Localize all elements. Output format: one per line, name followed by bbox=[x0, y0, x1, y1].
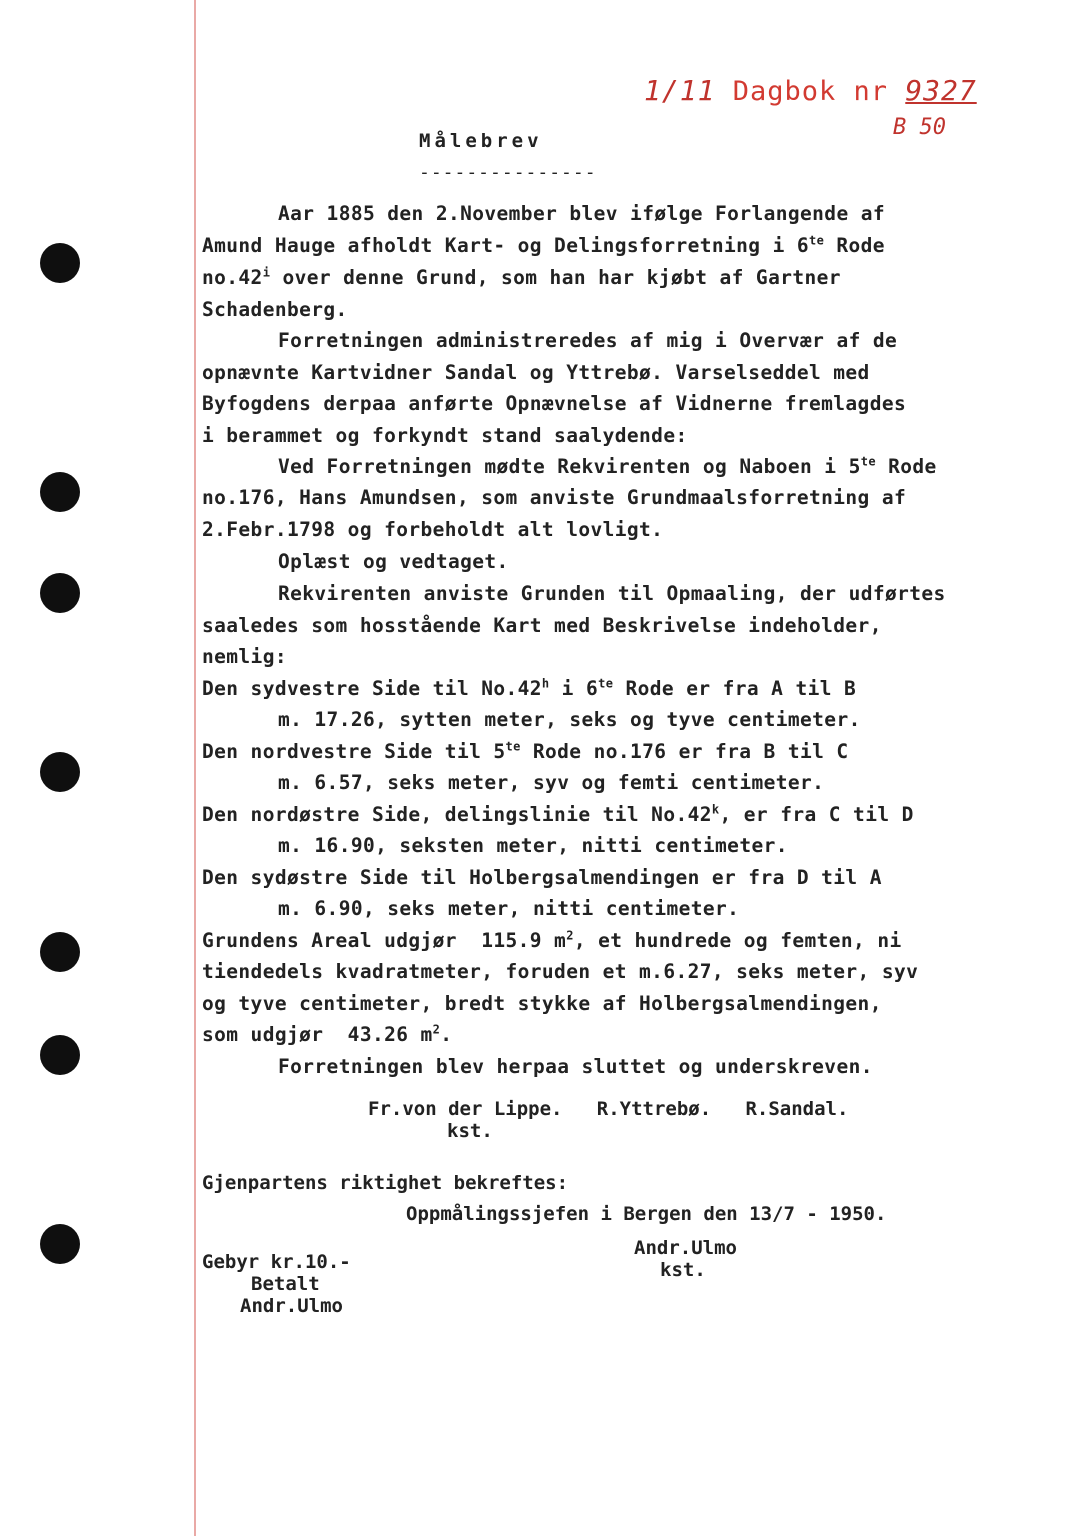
line-text: Rode er fra A til B bbox=[613, 677, 857, 700]
punch-hole bbox=[40, 932, 80, 972]
line-text: Rode bbox=[824, 234, 885, 257]
body-line bbox=[202, 740, 849, 763]
fee-paid: Betalt bbox=[251, 1273, 320, 1295]
body-line bbox=[202, 929, 902, 952]
line-text: Oplæst og vedtaget. bbox=[278, 550, 509, 573]
line-text: Den sydøstre Side til Holbergsalmendingen er fra D til A bbox=[202, 866, 882, 889]
body-line bbox=[278, 550, 509, 573]
line-text: Ved Forretningen mødte Rekvirenten og Naboen i 5 bbox=[278, 455, 861, 478]
line-text: Rode no.176 er fra B til C bbox=[520, 740, 849, 763]
line-text: Grundens Areal udgjør 115.9 m bbox=[202, 929, 567, 952]
body-line bbox=[202, 866, 882, 889]
body-line bbox=[278, 897, 739, 920]
body-line bbox=[278, 708, 861, 731]
stamp-prefix: 1/11 bbox=[644, 74, 716, 107]
line-text: i 6 bbox=[549, 677, 599, 700]
punch-hole bbox=[40, 752, 80, 792]
body-line bbox=[202, 1023, 452, 1046]
punch-hole bbox=[40, 472, 80, 512]
body-line bbox=[278, 455, 937, 478]
signature-names: Fr.von der Lippe. R.Yttrebø. R.Sandal. bbox=[368, 1098, 849, 1120]
line-text: 2.Febr.1798 og forbeholdt alt lovligt. bbox=[202, 518, 664, 541]
body-line bbox=[202, 392, 906, 415]
stamp-label: Dagbok nr bbox=[732, 76, 889, 107]
body-line bbox=[202, 645, 287, 668]
superscript: te bbox=[505, 739, 521, 754]
line-text: opnævnte Kartvidner Sandal og Yttrebø. Varselseddel med bbox=[202, 361, 870, 384]
line-text: Rode bbox=[875, 455, 937, 478]
title-underline: --------------- bbox=[419, 162, 597, 183]
journal-stamp bbox=[644, 74, 977, 107]
stamp-suffix: B 50 bbox=[893, 115, 946, 140]
body-line bbox=[278, 202, 885, 225]
line-text: tiendedels kvadratmeter, foruden et m.6.27, seks meter, syv bbox=[202, 960, 919, 983]
body-line bbox=[202, 960, 918, 983]
line-text: over denne Grund, som han har kjøbt af Gartner bbox=[270, 266, 841, 289]
punch-hole bbox=[40, 573, 80, 613]
margin-rule bbox=[194, 0, 196, 1536]
body-line bbox=[278, 329, 897, 352]
superscript: te bbox=[860, 454, 876, 469]
punch-hole bbox=[40, 1224, 80, 1264]
superscript: k bbox=[711, 802, 720, 817]
punch-hole bbox=[40, 1035, 80, 1075]
line-text: Den nordøstre Side, delingslinie til No.42 bbox=[202, 803, 712, 826]
superscript: te bbox=[809, 233, 825, 248]
body-line bbox=[202, 803, 914, 826]
body-line bbox=[202, 424, 688, 447]
certification-signer-kst: kst. bbox=[660, 1259, 706, 1281]
body-line bbox=[202, 361, 870, 384]
signature-kst: kst. bbox=[447, 1120, 493, 1142]
certification-place-date: Oppmålingssjefen i Bergen den 13/7 - 1950. bbox=[406, 1203, 887, 1225]
superscript: h bbox=[541, 676, 550, 691]
line-text: . bbox=[440, 1023, 453, 1046]
line-text: m. 6.57, seks meter, syv og femti centimeter. bbox=[278, 771, 825, 794]
line-text: m. 17.26, sytten meter, seks og tyve centimeter. bbox=[278, 708, 861, 731]
line-text: Byfogdens derpaa anførte Opnævnelse af Vidnerne fremlagdes bbox=[202, 392, 907, 415]
line-text: Rekvirenten anviste Grunden til Opmaaling, der udførtes bbox=[278, 582, 946, 605]
certification-line: Gjenpartens riktighet bekreftes: bbox=[202, 1172, 569, 1194]
line-text: som udgjør 43.26 m bbox=[202, 1023, 433, 1046]
line-text: Forretningen blev herpaa sluttet og underskreven. bbox=[278, 1055, 873, 1078]
line-text: no.42 bbox=[202, 266, 263, 289]
line-text: Aar 1885 den 2.November blev ifølge Forlangende af bbox=[278, 202, 885, 225]
superscript: te bbox=[598, 676, 614, 691]
body-line bbox=[202, 518, 663, 541]
line-text: m. 16.90, seksten meter, nitti centimeter. bbox=[278, 834, 788, 857]
fee-line: Gebyr kr.10.- bbox=[202, 1251, 351, 1273]
line-text: , et hundrede og femten, ni bbox=[573, 929, 902, 952]
body-line bbox=[278, 834, 788, 857]
line-text: saaledes som hosstående Kart med Beskrivelse indeholder, bbox=[202, 614, 882, 637]
line-text: , er fra C til D bbox=[719, 803, 914, 826]
body-line bbox=[202, 234, 885, 257]
line-text: Amund Hauge afholdt Kart- og Delingsforretning i 6 bbox=[202, 234, 809, 257]
body-line bbox=[202, 677, 856, 700]
line-text: no.176, Hans Amundsen, som anviste Grundmaalsforretning af bbox=[202, 486, 907, 509]
line-text: m. 6.90, seks meter, nitti centimeter. bbox=[278, 897, 740, 920]
body-line bbox=[202, 298, 348, 321]
line-text: Schadenberg. bbox=[202, 298, 348, 321]
body-line bbox=[202, 614, 882, 637]
line-text: i berammet og forkyndt stand saalydende: bbox=[202, 424, 688, 447]
punch-hole bbox=[40, 243, 80, 283]
body-line bbox=[202, 992, 882, 1015]
fee-signer: Andr.Ulmo bbox=[240, 1295, 343, 1317]
body-line bbox=[278, 582, 946, 605]
superscript: 2 bbox=[432, 1022, 441, 1037]
document-title: Målebrev bbox=[419, 130, 543, 152]
line-text: Forretningen administreredes af mig i Overvær af de bbox=[278, 329, 898, 352]
line-text: Den sydvestre Side til No.42 bbox=[202, 677, 542, 700]
line-text: nemlig: bbox=[202, 645, 287, 668]
body-line bbox=[278, 1055, 873, 1078]
line-text: Den nordvestre Side til 5 bbox=[202, 740, 506, 763]
body-line bbox=[278, 771, 824, 794]
body-line bbox=[202, 266, 841, 289]
line-text: og tyve centimeter, bredt stykke af Holbergsalmendingen, bbox=[202, 992, 882, 1015]
superscript: 2 bbox=[566, 928, 574, 943]
stamp-number: 9327 bbox=[905, 74, 977, 107]
superscript: i bbox=[262, 265, 271, 280]
body-line bbox=[202, 486, 906, 509]
certification-signer: Andr.Ulmo bbox=[634, 1237, 737, 1259]
